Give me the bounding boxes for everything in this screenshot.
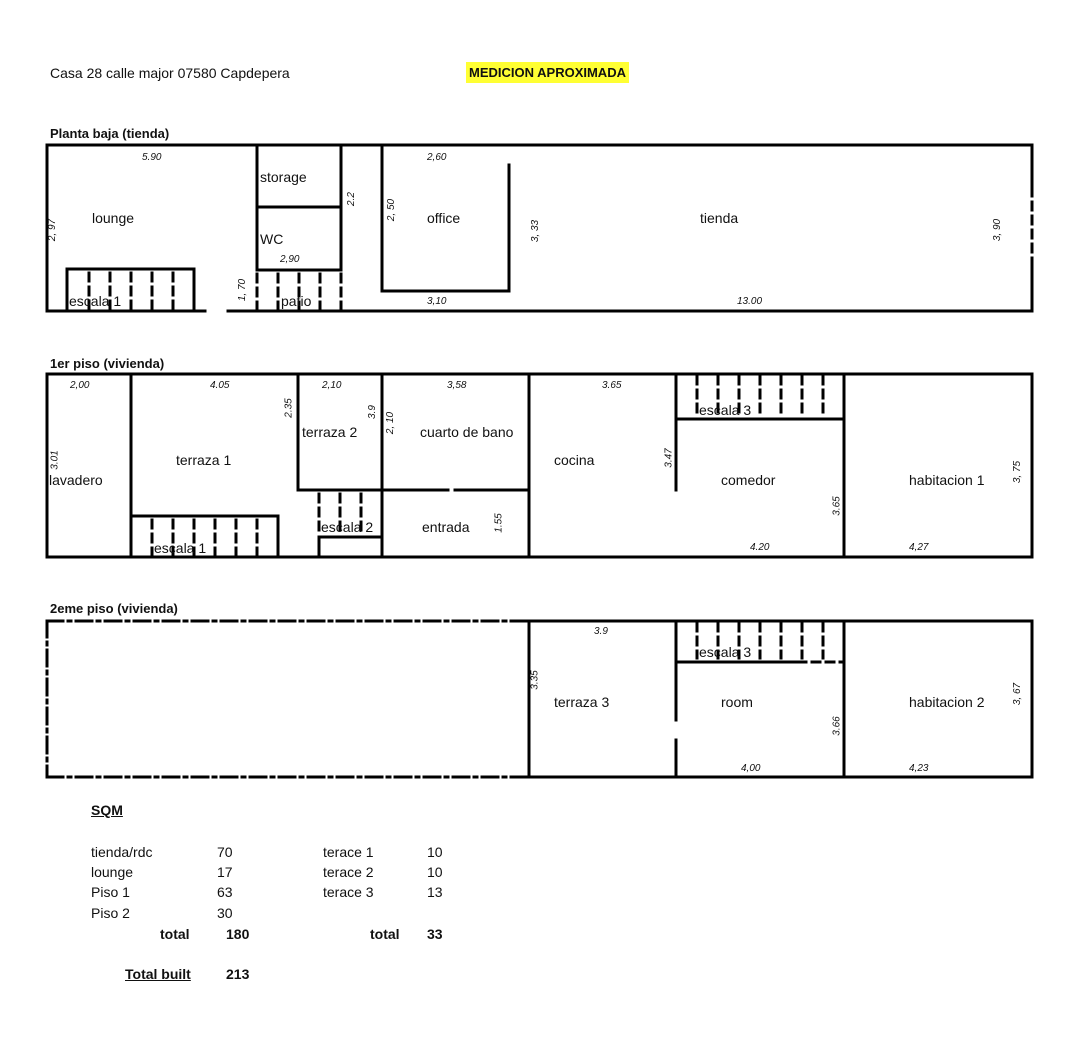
dim-2-60: 2,60 [427, 152, 447, 163]
dim-3-35: 3.35 [529, 670, 541, 690]
dim-2-10: 2,10 [322, 380, 342, 391]
sqm-right-value: 10 [427, 864, 443, 880]
room-office: office [427, 210, 461, 226]
second-floor-dashdot [47, 621, 527, 777]
sqm-left-label: lounge [91, 864, 134, 880]
dim-3-10: 3,10 [427, 296, 447, 307]
sqm-left-value: 17 [217, 864, 233, 880]
sqm-total-built-label: Total built [125, 966, 191, 982]
dim-3-47: 3.47 [663, 448, 675, 468]
dim-3-01: 3.01 [49, 450, 61, 470]
room-habitacion-2: habitacion 2 [909, 694, 985, 710]
room-entrada: entrada [422, 519, 470, 535]
room-patio: patio [281, 293, 312, 309]
stair-escala-2: escala 2 [321, 519, 374, 535]
sqm-total-built-value: 213 [226, 966, 250, 982]
sqm-left-label: tienda/rdc [91, 844, 153, 860]
room-habitacion-1: habitacion 1 [909, 472, 985, 488]
first-floor-title: 1er piso (vivienda) [50, 356, 165, 371]
sqm-left-label: Piso 2 [91, 905, 130, 921]
sqm-right-label: terace 2 [323, 864, 374, 880]
address-text: Casa 28 calle major 07580 Capdepera [50, 65, 290, 81]
room-room: room [721, 694, 753, 710]
dim-3-90: 3, 90 [992, 218, 1004, 242]
stair-escala-3: escala 3 [699, 402, 752, 418]
dim-4-00: 4,00 [741, 763, 761, 774]
sqm-left-value: 63 [217, 884, 233, 900]
dim-4-05: 4.05 [210, 380, 230, 391]
sqm-right-label: terace 3 [323, 884, 374, 900]
sqm-total-left: 180 [226, 926, 250, 942]
stair-escala-3-second: escala 3 [699, 644, 752, 660]
dim-2-00: 2,00 [70, 380, 90, 391]
dim-3-75: 3, 75 [1012, 460, 1024, 484]
sqm-left-value: 30 [217, 905, 233, 921]
dim-3-67: 3, 67 [1012, 682, 1024, 706]
room-wc: WC [260, 231, 284, 247]
dim-4-20: 4.20 [750, 542, 770, 553]
dim-3-33: 3, 33 [530, 219, 542, 243]
dim-1-70: 1, 70 [237, 278, 249, 302]
second-floor-title: 2eme piso (vivienda) [50, 601, 178, 616]
room-lounge: lounge [92, 210, 135, 226]
room-terraza-2: terraza 2 [302, 424, 358, 440]
dim-3-65: 3.65 [602, 380, 622, 391]
dim-3-9-second: 3.9 [594, 626, 608, 637]
dim-2-10-vertical: 2, 10 [385, 411, 397, 435]
room-tienda: tienda [700, 210, 739, 226]
room-comedor: comedor [721, 472, 776, 488]
sqm-total-label-right: total [370, 926, 400, 942]
sqm-left-value: 70 [217, 844, 233, 860]
sqm-right-label: terace 1 [323, 844, 374, 860]
dim-4-23: 4,23 [909, 763, 929, 774]
room-cuarto-de-bano: cuarto de bano [420, 424, 514, 440]
approximate-measure-badge: MEDICION APROXIMADA [466, 62, 629, 83]
dim-3-66: 3.66 [831, 716, 843, 736]
room-terraza-1: terraza 1 [176, 452, 232, 468]
sqm-left-label: Piso 1 [91, 884, 130, 900]
sqm-title: SQM [91, 802, 123, 818]
sqm-total-right: 33 [427, 926, 443, 942]
dim-2-2: 2.2 [345, 192, 357, 206]
stair-escala-1: escala 1 [69, 293, 122, 309]
room-terraza-3: terraza 3 [554, 694, 610, 710]
dim-1-55: 1.55 [493, 513, 505, 533]
sqm-total-label-left: total [160, 926, 190, 942]
dim-2-50: 2, 50 [386, 198, 398, 222]
dim-4-27: 4,27 [909, 542, 929, 553]
dim-13-00: 13.00 [737, 296, 763, 307]
ground-floor-title: Planta baja (tienda) [50, 126, 170, 141]
dim-2-35: 2.35 [283, 398, 295, 418]
dim-2-90: 2,90 [280, 254, 300, 265]
dim-3-9: 3.9 [366, 405, 378, 419]
dim-3-65-vertical: 3.65 [831, 496, 843, 516]
dim-2-97: 2, 97 [47, 218, 59, 242]
dim-3-58: 3,58 [447, 380, 467, 391]
room-cocina: cocina [554, 452, 595, 468]
sqm-right-value: 10 [427, 844, 443, 860]
stair-escala-1-first: escala 1 [154, 540, 207, 556]
dim-5-90: 5.90 [142, 152, 162, 163]
room-storage: storage [260, 169, 307, 185]
ground-floor-dashed [89, 188, 1032, 309]
room-lavadero: lavadero [49, 472, 103, 488]
sqm-right-value: 13 [427, 884, 443, 900]
